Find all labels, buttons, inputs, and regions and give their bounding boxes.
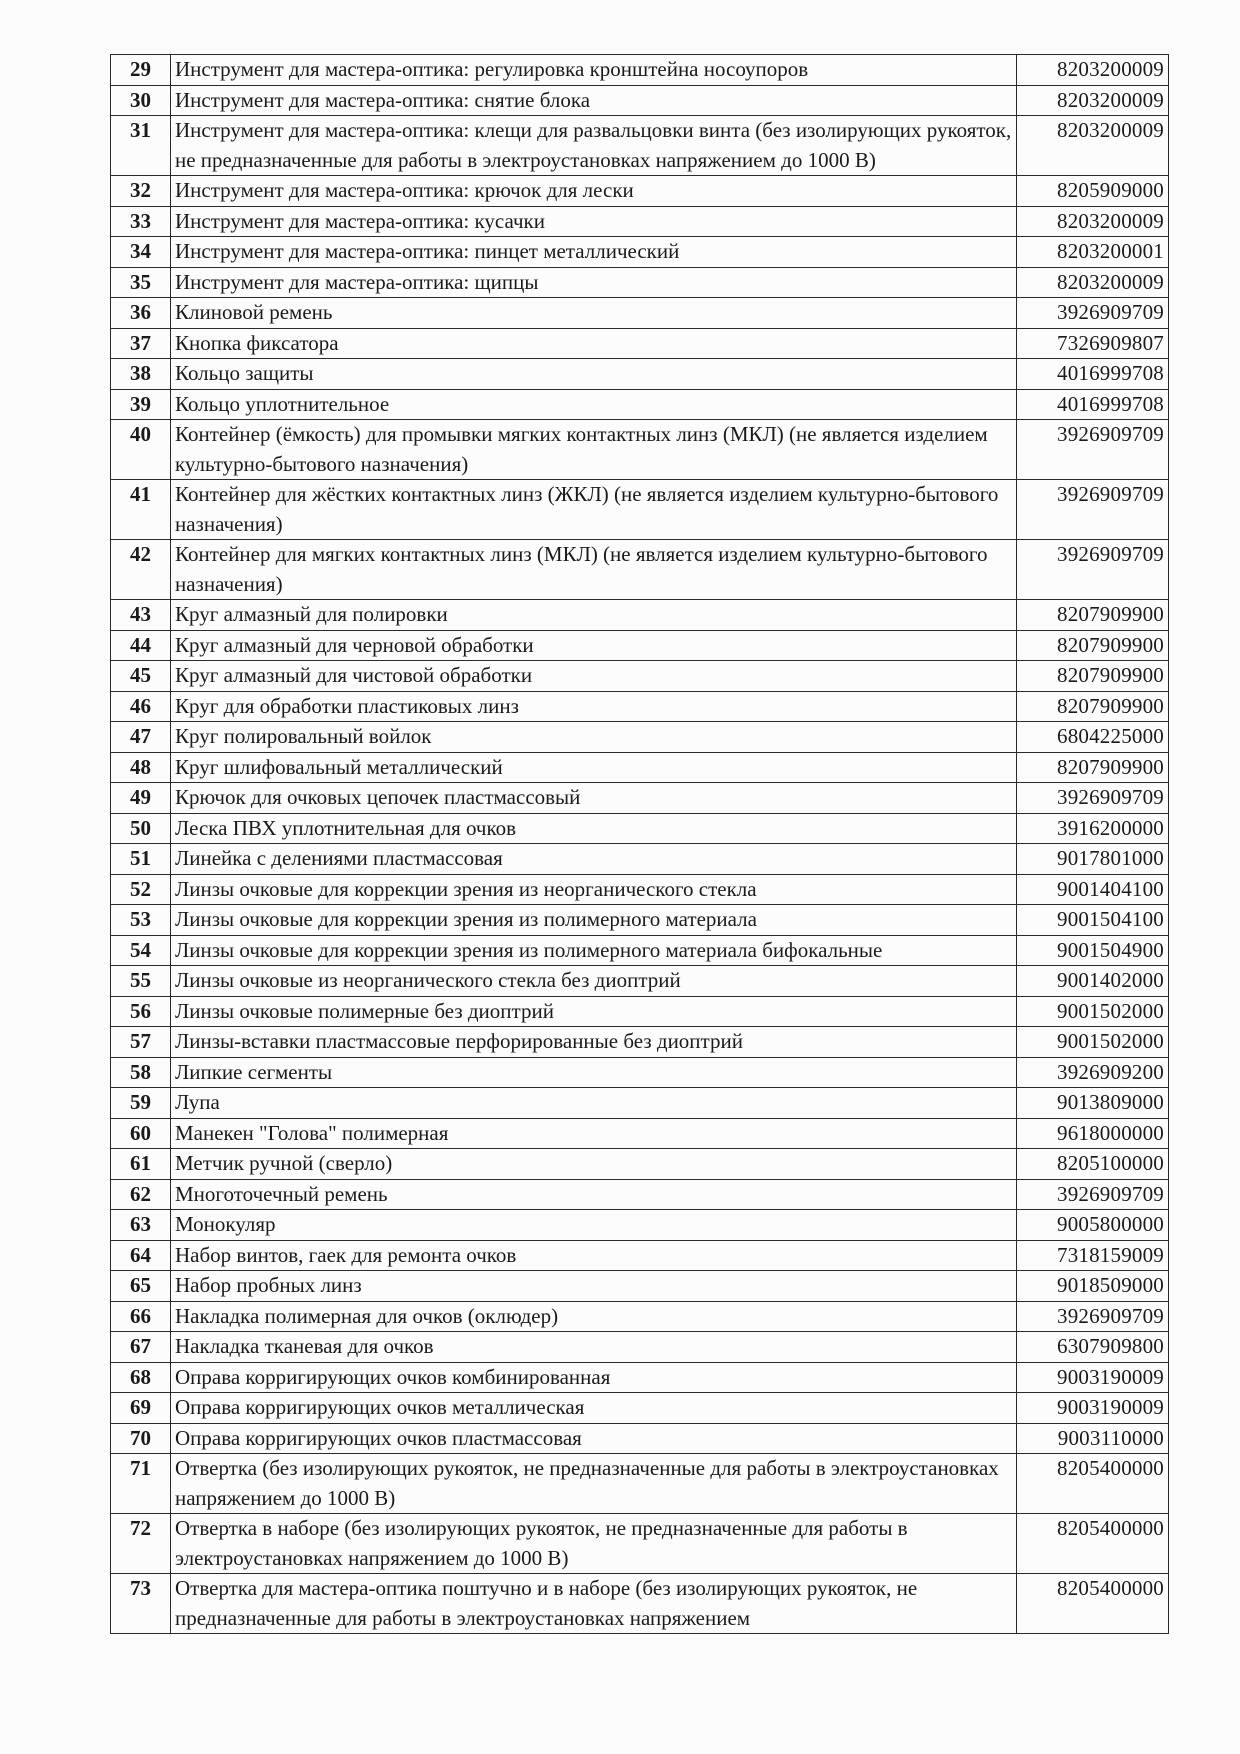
tn-ved-code-cell: 9018509000 [1017, 1271, 1169, 1302]
table-row [111, 55, 1169, 86]
tn-ved-code-cell: 8205909000 [1017, 176, 1169, 207]
table-row [111, 1514, 1169, 1574]
table-row [111, 1362, 1169, 1393]
tn-ved-code-cell: 8205400000 [1017, 1574, 1169, 1634]
item-name-cell: Оправа корригирующих очков пластмассовая [171, 1423, 1017, 1454]
tn-ved-code-cell: 7326909807 [1017, 328, 1169, 359]
table-row [111, 328, 1169, 359]
item-name-cell: Контейнер (ёмкость) для промывки мягких контактных линз (МКЛ) (не является изделием культурно-бытового назначения) [171, 420, 1017, 480]
item-name-cell: Метчик ручной (сверло) [171, 1149, 1017, 1180]
table-row [111, 1301, 1169, 1332]
item-name-cell: Инструмент для мастера-оптика: щипцы [171, 267, 1017, 298]
item-name-cell: Набор пробных линз [171, 1271, 1017, 1302]
item-name-cell: Инструмент для мастера-оптика: крючок для лески [171, 176, 1017, 207]
row-number-cell: 64 [111, 1240, 171, 1271]
table-row [111, 267, 1169, 298]
table-row [111, 480, 1169, 540]
item-name-cell: Контейнер для мягких контактных линз (МКЛ) (не является изделием культурно-бытового назначения) [171, 540, 1017, 600]
item-name-cell: Круг шлифовальный металлический [171, 752, 1017, 783]
table-row [111, 237, 1169, 268]
row-number-cell: 43 [111, 600, 171, 631]
table-row [111, 1332, 1169, 1363]
tn-ved-code-cell: 3926909200 [1017, 1057, 1169, 1088]
table-row [111, 783, 1169, 814]
item-name-cell: Многоточечный ремень [171, 1179, 1017, 1210]
tn-ved-code-cell: 8205100000 [1017, 1149, 1169, 1180]
tn-ved-code-cell: 8205400000 [1017, 1454, 1169, 1514]
row-number-cell: 65 [111, 1271, 171, 1302]
tn-ved-code-cell: 3926909709 [1017, 1179, 1169, 1210]
item-name-cell: Линзы очковые из неорганического стекла без диоптрий [171, 966, 1017, 997]
item-name-cell: Набор винтов, гаек для ремонта очков [171, 1240, 1017, 1271]
row-number-cell: 38 [111, 359, 171, 390]
item-name-cell: Отвертка в наборе (без изолирующих рукояток, не предназначенные для работы в электроустановках напряжением до 1000 В) [171, 1514, 1017, 1574]
row-number-cell: 67 [111, 1332, 171, 1363]
table-row [111, 661, 1169, 692]
row-number-cell: 52 [111, 874, 171, 905]
tn-ved-code-cell: 8205400000 [1017, 1514, 1169, 1574]
tn-ved-code-cell: 9001404100 [1017, 874, 1169, 905]
item-name-cell: Крючок для очковых цепочек пластмассовый [171, 783, 1017, 814]
tn-ved-code-cell: 8203200009 [1017, 267, 1169, 298]
row-number-cell: 31 [111, 116, 171, 176]
row-number-cell: 29 [111, 55, 171, 86]
table-row [111, 1210, 1169, 1241]
product-code-table [110, 54, 1169, 1634]
item-name-cell: Круг алмазный для полировки [171, 600, 1017, 631]
table-row [111, 1454, 1169, 1514]
row-number-cell: 30 [111, 85, 171, 116]
item-name-cell: Инструмент для мастера-оптика: пинцет металлический [171, 237, 1017, 268]
row-number-cell: 69 [111, 1393, 171, 1424]
item-name-cell: Инструмент для мастера-оптика: снятие блока [171, 85, 1017, 116]
table-row [111, 722, 1169, 753]
table-row [111, 844, 1169, 875]
item-name-cell: Линейка с делениями пластмассовая [171, 844, 1017, 875]
tn-ved-code-cell: 8203200009 [1017, 85, 1169, 116]
tn-ved-code-cell: 9005800000 [1017, 1210, 1169, 1241]
table-row [111, 1118, 1169, 1149]
row-number-cell: 60 [111, 1118, 171, 1149]
table-row [111, 420, 1169, 480]
table-row [111, 996, 1169, 1027]
tn-ved-code-cell: 7318159009 [1017, 1240, 1169, 1271]
item-name-cell: Накладка тканевая для очков [171, 1332, 1017, 1363]
row-number-cell: 39 [111, 389, 171, 420]
table-row [111, 116, 1169, 176]
tn-ved-code-cell: 8203200009 [1017, 116, 1169, 176]
tn-ved-code-cell: 3926909709 [1017, 1301, 1169, 1332]
table-row [111, 298, 1169, 329]
tn-ved-code-cell: 9001504100 [1017, 905, 1169, 936]
tn-ved-code-cell: 3926909709 [1017, 298, 1169, 329]
item-name-cell: Линзы очковые для коррекции зрения из неорганического стекла [171, 874, 1017, 905]
row-number-cell: 35 [111, 267, 171, 298]
row-number-cell: 47 [111, 722, 171, 753]
item-name-cell: Накладка полимерная для очков (оклюдер) [171, 1301, 1017, 1332]
table-row [111, 1240, 1169, 1271]
row-number-cell: 62 [111, 1179, 171, 1210]
table-row [111, 966, 1169, 997]
item-name-cell: Кольцо уплотнительное [171, 389, 1017, 420]
tn-ved-code-cell: 8207909900 [1017, 661, 1169, 692]
row-number-cell: 42 [111, 540, 171, 600]
row-number-cell: 56 [111, 996, 171, 1027]
tn-ved-code-cell: 9001402000 [1017, 966, 1169, 997]
table-row [111, 1393, 1169, 1424]
item-name-cell: Инструмент для мастера-оптика: регулировка кронштейна носоупоров [171, 55, 1017, 86]
item-name-cell: Линзы-вставки пластмассовые перфорированные без диоптрий [171, 1027, 1017, 1058]
row-number-cell: 71 [111, 1454, 171, 1514]
row-number-cell: 33 [111, 206, 171, 237]
row-number-cell: 57 [111, 1027, 171, 1058]
row-number-cell: 49 [111, 783, 171, 814]
row-number-cell: 36 [111, 298, 171, 329]
tn-ved-code-cell: 8203200001 [1017, 237, 1169, 268]
tn-ved-code-cell: 3916200000 [1017, 813, 1169, 844]
table-row [111, 813, 1169, 844]
item-name-cell: Монокуляр [171, 1210, 1017, 1241]
item-name-cell: Линзы очковые для коррекции зрения из полимерного материала бифокальные [171, 935, 1017, 966]
table-row [111, 1574, 1169, 1634]
table-body [111, 55, 1169, 1634]
tn-ved-code-cell: 6307909800 [1017, 1332, 1169, 1363]
item-name-cell: Инструмент для мастера-оптика: кусачки [171, 206, 1017, 237]
item-name-cell: Инструмент для мастера-оптика: клещи для развальцовки винта (без изолирующих рукояток, не предназначенные для работы в электроустановках напряжением до 1000 В) [171, 116, 1017, 176]
tn-ved-code-cell: 8207909900 [1017, 630, 1169, 661]
item-name-cell: Линзы очковые для коррекции зрения из полимерного материала [171, 905, 1017, 936]
row-number-cell: 54 [111, 935, 171, 966]
tn-ved-code-cell: 8203200009 [1017, 55, 1169, 86]
table-row [111, 85, 1169, 116]
table-row [111, 1179, 1169, 1210]
tn-ved-code-cell: 9003190009 [1017, 1393, 1169, 1424]
table-row [111, 874, 1169, 905]
tn-ved-code-cell: 8207909900 [1017, 600, 1169, 631]
table-row [111, 1027, 1169, 1058]
item-name-cell: Отвертка для мастера-оптика поштучно и в наборе (без изолирующих рукояток, не предназначенные для работы в электроустановках напряжением [171, 1574, 1017, 1634]
tn-ved-code-cell: 9003190009 [1017, 1362, 1169, 1393]
tn-ved-code-cell: 9013809000 [1017, 1088, 1169, 1119]
row-number-cell: 72 [111, 1514, 171, 1574]
item-name-cell: Линзы очковые полимерные без диоптрий [171, 996, 1017, 1027]
row-number-cell: 32 [111, 176, 171, 207]
row-number-cell: 68 [111, 1362, 171, 1393]
item-name-cell: Клиновой ремень [171, 298, 1017, 329]
row-number-cell: 70 [111, 1423, 171, 1454]
tn-ved-code-cell: 6804225000 [1017, 722, 1169, 753]
table-row [111, 540, 1169, 600]
table-row [111, 752, 1169, 783]
tn-ved-code-cell: 8207909900 [1017, 691, 1169, 722]
row-number-cell: 73 [111, 1574, 171, 1634]
tn-ved-code-cell: 9001504900 [1017, 935, 1169, 966]
row-number-cell: 66 [111, 1301, 171, 1332]
table-row [111, 359, 1169, 390]
row-number-cell: 58 [111, 1057, 171, 1088]
tn-ved-code-cell: 8203200009 [1017, 206, 1169, 237]
table-row [111, 905, 1169, 936]
table-row [111, 935, 1169, 966]
row-number-cell: 59 [111, 1088, 171, 1119]
item-name-cell: Круг для обработки пластиковых линз [171, 691, 1017, 722]
tn-ved-code-cell: 3926909709 [1017, 783, 1169, 814]
item-name-cell: Отвертка (без изолирующих рукояток, не предназначенные для работы в электроустановках напряжением до 1000 В) [171, 1454, 1017, 1514]
item-name-cell: Круг алмазный для черновой обработки [171, 630, 1017, 661]
row-number-cell: 61 [111, 1149, 171, 1180]
tn-ved-code-cell: 3926909709 [1017, 420, 1169, 480]
table-row [111, 600, 1169, 631]
row-number-cell: 41 [111, 480, 171, 540]
table-row [111, 206, 1169, 237]
tn-ved-code-cell: 9001502000 [1017, 996, 1169, 1027]
item-name-cell: Кнопка фиксатора [171, 328, 1017, 359]
item-name-cell: Лупа [171, 1088, 1017, 1119]
item-name-cell: Леска ПВХ уплотнительная для очков [171, 813, 1017, 844]
tn-ved-code-cell: 9618000000 [1017, 1118, 1169, 1149]
row-number-cell: 53 [111, 905, 171, 936]
item-name-cell: Манекен "Голова" полимерная [171, 1118, 1017, 1149]
tn-ved-code-cell: 9001502000 [1017, 1027, 1169, 1058]
tn-ved-code-cell: 4016999708 [1017, 389, 1169, 420]
table-row [111, 1423, 1169, 1454]
table-row [111, 691, 1169, 722]
item-name-cell: Круг полировальный войлок [171, 722, 1017, 753]
item-name-cell: Оправа корригирующих очков металлическая [171, 1393, 1017, 1424]
table-row [111, 176, 1169, 207]
tn-ved-code-cell: 4016999708 [1017, 359, 1169, 390]
tn-ved-code-cell: 8207909900 [1017, 752, 1169, 783]
row-number-cell: 37 [111, 328, 171, 359]
item-name-cell: Липкие сегменты [171, 1057, 1017, 1088]
tn-ved-code-cell: 3926909709 [1017, 480, 1169, 540]
table-row [111, 389, 1169, 420]
row-number-cell: 44 [111, 630, 171, 661]
item-name-cell: Контейнер для жёстких контактных линз (ЖКЛ) (не является изделием культурно-бытового назначения) [171, 480, 1017, 540]
table-row [111, 1057, 1169, 1088]
row-number-cell: 40 [111, 420, 171, 480]
item-name-cell: Оправа корригирующих очков комбинированная [171, 1362, 1017, 1393]
row-number-cell: 34 [111, 237, 171, 268]
row-number-cell: 51 [111, 844, 171, 875]
row-number-cell: 45 [111, 661, 171, 692]
table-row [111, 1088, 1169, 1119]
row-number-cell: 48 [111, 752, 171, 783]
item-name-cell: Круг алмазный для чистовой обработки [171, 661, 1017, 692]
tn-ved-code-cell: 9003110000 [1017, 1423, 1169, 1454]
row-number-cell: 50 [111, 813, 171, 844]
row-number-cell: 63 [111, 1210, 171, 1241]
table-row [111, 1149, 1169, 1180]
row-number-cell: 55 [111, 966, 171, 997]
table-row [111, 1271, 1169, 1302]
tn-ved-code-cell: 3926909709 [1017, 540, 1169, 600]
item-name-cell: Кольцо защиты [171, 359, 1017, 390]
table-row [111, 630, 1169, 661]
row-number-cell: 46 [111, 691, 171, 722]
tn-ved-code-cell: 9017801000 [1017, 844, 1169, 875]
